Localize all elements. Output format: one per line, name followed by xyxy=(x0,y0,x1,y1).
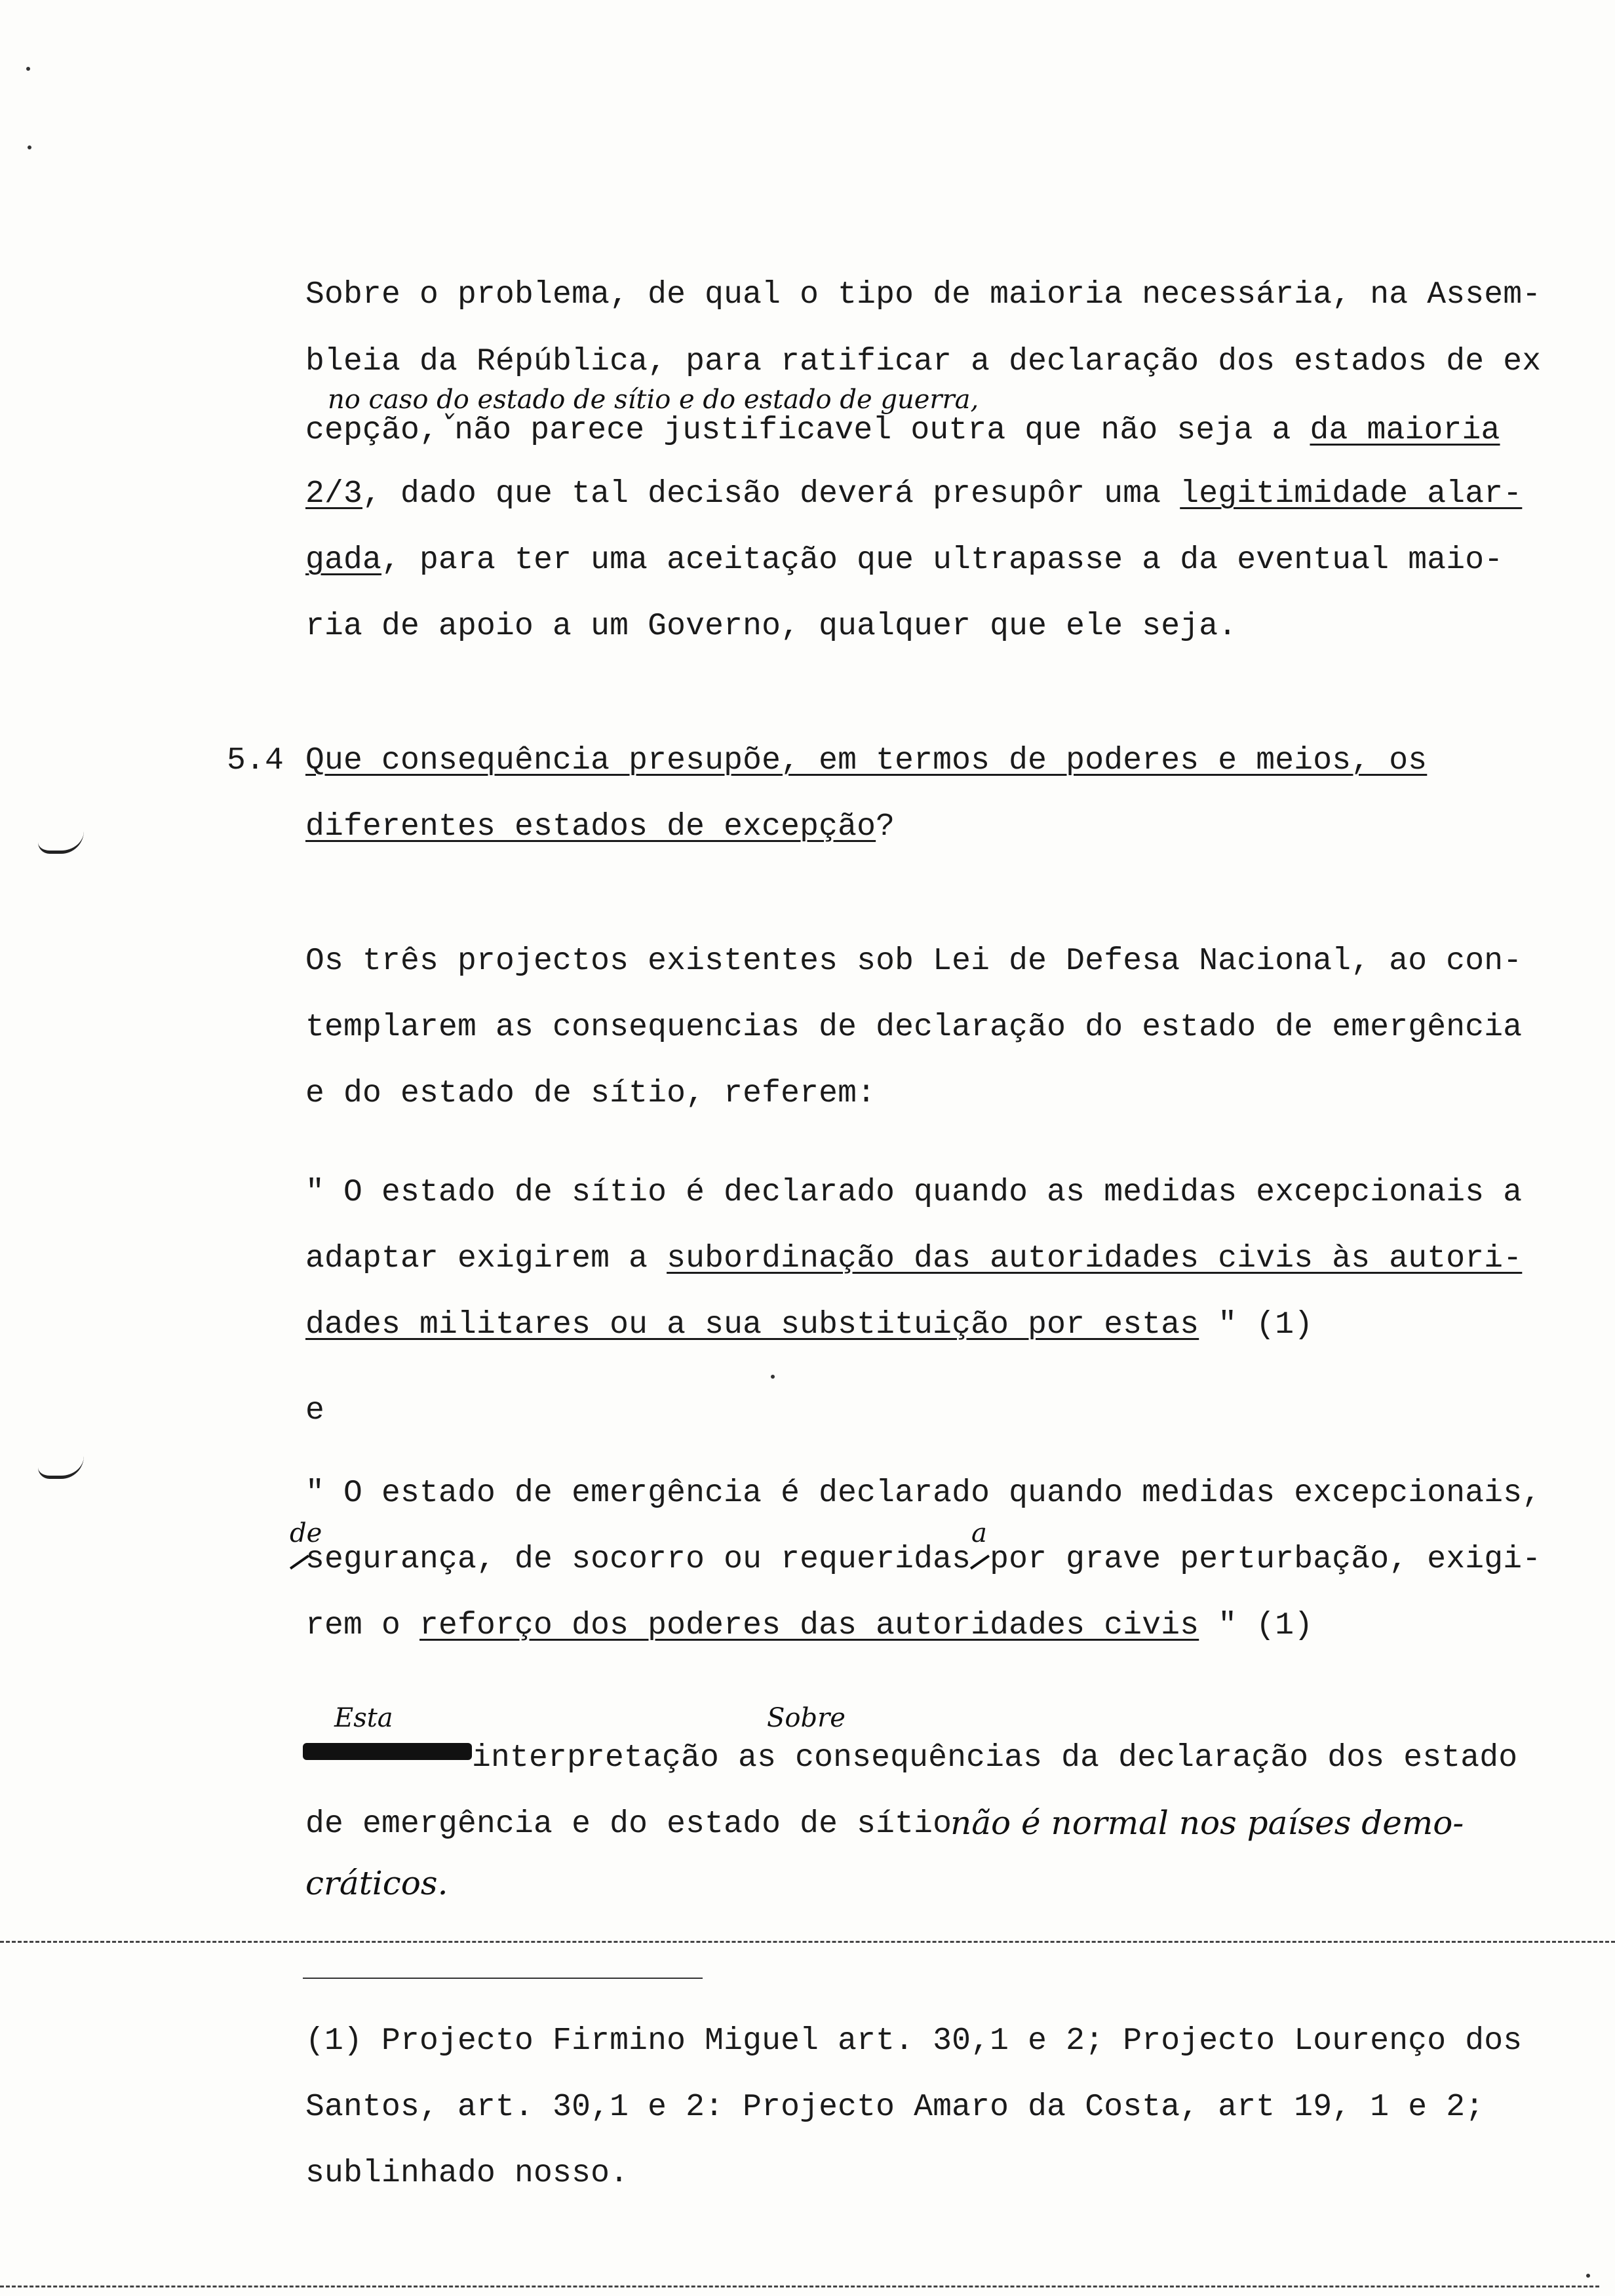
paragraph-majority-line-3 xyxy=(305,410,1500,449)
quote-emergencia-line-3 xyxy=(305,1607,1313,1644)
quote-sitio-footnote-ref: " (1) xyxy=(1199,1307,1313,1343)
insertion-caret: ˇ xyxy=(438,410,455,446)
quote-sitio-line-3 xyxy=(305,1307,1313,1343)
handwritten-insertion: no caso do estado de sítio e do estado de guerra, xyxy=(328,385,979,415)
paragraph-projects-line-1: Os três projectos existentes sob Lei de Defesa Nacional, ao con- xyxy=(305,944,1523,979)
footnote-line-3: sublinhado nosso. xyxy=(305,2156,629,2191)
text-dado-que: , dado que tal decisão deverá presupôr uma xyxy=(362,476,1180,512)
text-interpretacao: interpretação xyxy=(472,1740,739,1776)
section-question-mark: ? xyxy=(876,809,895,845)
text-cepcao: cepção, xyxy=(305,413,439,448)
underlined-legitimidade: legitimidade alar- xyxy=(1180,476,1523,512)
handwritten-tail-2: cráticos. xyxy=(305,1864,448,1902)
margin-bracket-mark-1 xyxy=(38,831,84,854)
handwritten-sobre: Sobre xyxy=(767,1703,846,1733)
paragraph-majority-line-4 xyxy=(305,476,1522,512)
section-heading-text-1: Que consequência presupõe, em termos de poderes e meios, os xyxy=(305,743,1428,778)
underlined-reforco: reforço dos poderes das autoridades civis xyxy=(419,1608,1199,1643)
underlined-gada: gada xyxy=(305,543,382,578)
paragraph-projects-line-3: e do estado de sítio, referem: xyxy=(305,1076,876,1111)
speck xyxy=(28,145,31,149)
margin-bracket-mark-2 xyxy=(38,1456,84,1479)
text-as-consequencias: as consequências da declaração dos estado xyxy=(738,1740,1518,1776)
footnote-line-2: Santos, art. 30,1 e 2: Projecto Amaro da Costa, art 19, 1 e 2; xyxy=(305,2090,1485,2125)
footnote-separator xyxy=(303,1978,703,1979)
speck xyxy=(1586,2274,1590,2278)
underlined-dades-militares: dades militares ou a sua substituição por estas xyxy=(305,1307,1199,1343)
handwritten-esta: Esta xyxy=(334,1703,393,1733)
quote-sitio-line-1: " O estado de sítio é declarado quando as medidas excepcionais a xyxy=(305,1175,1523,1210)
quote-emergencia-line-2: segurança, de socorro ou requeridas por grave perturbação, exigi- xyxy=(305,1542,1542,1577)
conclusion-line-2: de emergência e do estado de sítio xyxy=(305,1807,952,1842)
handwritten-a: a xyxy=(971,1518,987,1548)
text-para-ter: , para ter uma aceitação que ultrapasse a da eventual maio- xyxy=(381,543,1504,578)
paragraph-projects-line-2: templarem as consequencias de declaração do estado de emergência xyxy=(305,1010,1523,1045)
section-number: 5.4 xyxy=(227,743,284,778)
paragraph-majority-line-6: ria de apoio a um Governo, qualquer que ele seja. xyxy=(305,609,1237,644)
section-heading-text-2: diferentes estados de excepção xyxy=(305,809,876,845)
footnote-line-1: (1) Projecto Firmino Miguel art. 30,1 e 2; Projecto Lourenço dos xyxy=(305,2023,1523,2059)
page-break-line xyxy=(0,1941,1615,1943)
section-heading-line-1 xyxy=(305,742,1427,779)
quote-emergencia-footnote-ref: " (1) xyxy=(1199,1608,1313,1643)
text-adaptar: adaptar exigirem a xyxy=(305,1241,667,1276)
paragraph-majority-line-2: bleia da Répública, para ratificar a declaração dos estados de ex xyxy=(305,344,1542,379)
speck xyxy=(771,1375,775,1379)
crossed-out-word xyxy=(303,1743,472,1760)
underlined-subordinacao: subordinação das autoridades civis às autori- xyxy=(667,1241,1523,1276)
underlined-two-thirds: 2/3 xyxy=(305,476,363,512)
paragraph-majority-line-1: Sobre o problema, de qual o tipo de maioria necessária, na Assem- xyxy=(305,277,1542,313)
handwritten-tail-1: não é normal nos países demo- xyxy=(950,1804,1464,1842)
section-heading-line-2 xyxy=(305,809,895,845)
quote-emergencia-line-1: " O estado de emergência é declarado quando medidas excepcionais, xyxy=(305,1476,1542,1511)
quote-sitio-line-2 xyxy=(305,1240,1522,1277)
paragraph-majority-line-5 xyxy=(305,542,1503,579)
underlined-da-maioria: da maioria xyxy=(1310,413,1500,448)
conclusion-line-1 xyxy=(472,1740,1517,1776)
text-nao-parece: não parece justificavel outra que não seja a xyxy=(454,413,1310,448)
bottom-edge-line xyxy=(0,2286,1599,2287)
handwritten-de: de xyxy=(290,1518,322,1548)
connector-e: e xyxy=(305,1393,325,1428)
text-rem-o: rem o xyxy=(305,1608,420,1643)
speck xyxy=(26,67,30,71)
